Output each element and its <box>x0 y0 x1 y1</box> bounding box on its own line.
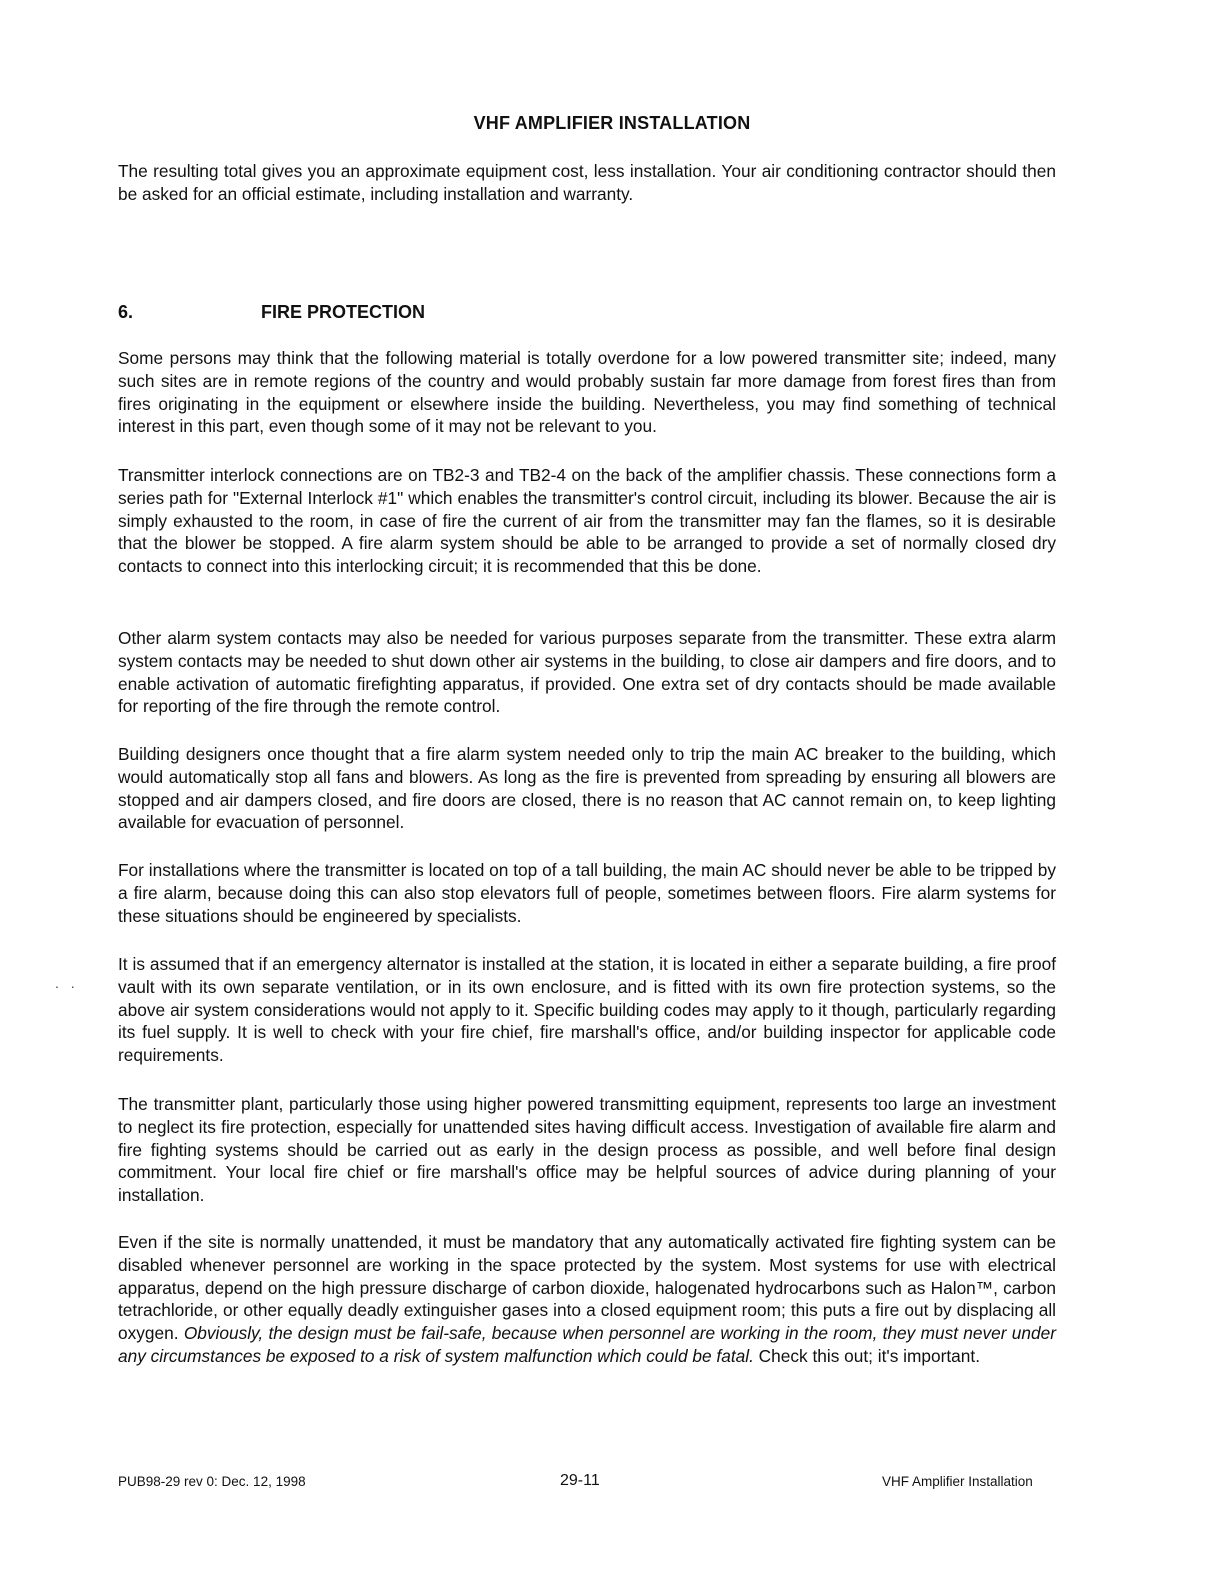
body-paragraph: For installations where the transmitter is located on top of a tall building, the main AC should never be able to be tripped by a fire alarm, because doing this can also stop elevators full of people, sometimes between floors. Fire alarm systems for these situations should be engineered by specialists. <box>118 860 1056 926</box>
footer-page-number: 29-11 <box>560 1472 600 1489</box>
margin-marks: . . <box>55 975 79 991</box>
body-paragraph: Some persons may think that the following material is totally overdone for a low powered transmitter site; indeed, many such sites are in remote regions of the country and would probably sustain far more damage from forest fires than from fires originating in the equipment or elsewhere inside the building. Nevertheless, you may find something of technical interest in this part, even though some of it may not be relevant to you. <box>118 348 1056 437</box>
footer-publication: PUB98-29 rev 0: Dec. 12, 1998 <box>118 1474 306 1489</box>
body-paragraph: Other alarm system contacts may also be needed for various purposes separate from the transmitter. These extra alarm system contacts may be needed to shut down other air systems in the building, to close air dampers and fire doors, and to enable activation of automatic firefighting apparatus, if provided. One extra set of dry contacts should be made available for reporting of the fire through the remote control. <box>118 628 1056 717</box>
footer-chapter-title: VHF Amplifier Installation <box>882 1474 1033 1489</box>
closing-paragraph-text: Even if the site is normally unattended, it must be mandatory that any automatically activated fire fighting system can be disabled whenever personnel are working in the space protected by the system. Most systems for use with electrical apparatus, depend on the high pressure discharge of carbon dioxide, halogenated hydrocarbons such as Halon™, carbon tetrachloride, or other equally deadly extinguisher gases into a closed equipment room; this puts a fire out by displacing all oxygen. <box>118 1232 1056 1344</box>
body-paragraph: Building designers once thought that a fire alarm system needed only to trip the main AC breaker to the building, which would automatically stop all fans and blowers. As long as the fire is prevented from spreading by ensuring all blowers are stopped and air dampers closed, and fire doors are closed, there is no reason that AC cannot remain on, to keep lighting available for evacuation of personnel. <box>118 744 1056 833</box>
intro-paragraph: The resulting total gives you an approximate equipment cost, less installation. Your air conditioning contractor should then be asked for an official estimate, including installation and warranty. <box>118 161 1056 204</box>
section-title: FIRE PROTECTION <box>261 302 426 322</box>
body-paragraph: It is assumed that if an emergency alternator is installed at the station, it is located in either a separate building, a fire proof vault with its own separate ventilation, or in its own enclosure, and is fitted with its own fire protection systems, so the above air system considerations would not apply to it. Specific building codes may apply to it though, particularly regarding its fuel supply. It is well to check with your fire chief, fire marshall's office, and/or building inspector for applicable code requirements. <box>118 954 1056 1066</box>
body-paragraph: The transmitter plant, particularly those using higher powered transmitting equipment, represents too large an investment to neglect its fire protection, especially for unattended sites having difficult access. Investigation of available fire alarm and fire fighting systems should be carried out as early in the design process as possible, and well before final design commitment. Your local fire chief or fire marshall's office may be helpful sources of advice during planning of your installation. <box>118 1094 1056 1206</box>
closing-paragraph-warning: Obviously, the design must be fail-safe, because when personnel are working in the room, they must never under any circumstances be exposed to a risk of system malfunction which could be fatal. <box>118 1323 1057 1366</box>
section-number: 6. <box>118 302 134 322</box>
page-header-title: VHF AMPLIFIER INSTALLATION <box>473 113 751 133</box>
body-paragraph: Transmitter interlock connections are on TB2-3 and TB2-4 on the back of the amplifier chassis. These connections form a series path for "External Interlock #1" which enables the transmitter's control circuit, including its blower. Because the air is simply exhausted to the room, in case of fire the current of air from the transmitter may fan the flames, so it is desirable that the blower be stopped. A fire alarm system should be able to be arranged to provide a set of normally closed dry contacts to connect into this interlocking circuit; it is recommended that this be done. <box>118 465 1056 577</box>
closing-paragraph <box>118 1231 1056 1368</box>
closing-paragraph-tail: Check this out; it's important. <box>753 1345 980 1366</box>
